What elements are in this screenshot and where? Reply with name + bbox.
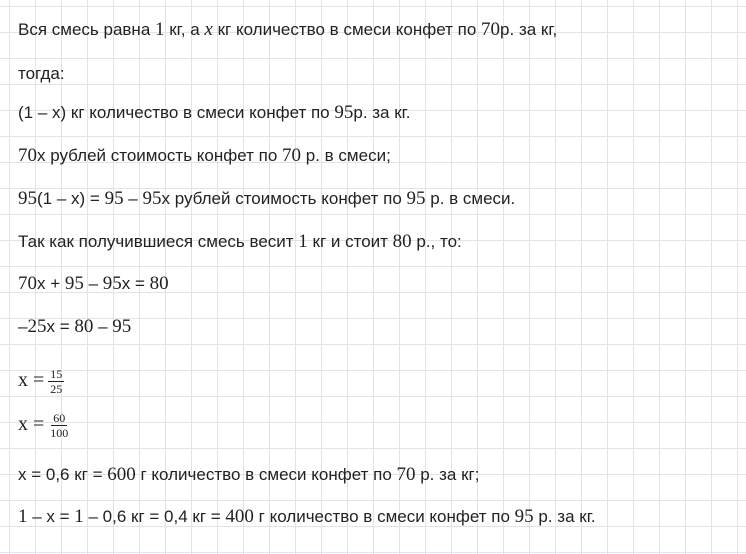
line-2	[18, 64, 65, 84]
number: 25	[27, 316, 47, 337]
denominator: 100	[50, 426, 69, 440]
number: 70	[396, 464, 416, 485]
fraction	[48, 368, 64, 395]
number: 95	[406, 188, 426, 209]
text: – x =	[27, 507, 75, 526]
number: 1	[74, 506, 84, 527]
number: 95	[104, 188, 124, 209]
number: 95	[334, 102, 354, 123]
text: г количество в смеси конфет по	[135, 465, 397, 484]
number: 70	[18, 273, 37, 294]
text: кг и стоит	[307, 232, 393, 251]
denominator: 25	[50, 382, 63, 396]
numerator: 60	[53, 411, 66, 425]
number: 80	[392, 231, 412, 252]
text: кг количество в смеси конфет по	[212, 20, 482, 39]
text: Вся смесь равна	[18, 20, 155, 39]
text: x =	[46, 317, 75, 336]
number: 1	[298, 231, 308, 252]
number: 95	[112, 316, 132, 337]
text: г количество в смеси конфет по	[253, 507, 515, 526]
text: р. за кг;	[415, 465, 480, 484]
line-4	[18, 145, 391, 167]
text: Так как получившиеся смесь весит	[18, 232, 299, 251]
text: –	[123, 189, 143, 208]
text: тогда:	[18, 64, 65, 83]
number: 95	[18, 188, 37, 209]
number: 70	[282, 145, 302, 166]
lhs: x =	[18, 412, 45, 435]
number: 1	[18, 506, 28, 527]
number: 70	[481, 19, 501, 40]
text: x =	[121, 274, 150, 293]
line-9	[18, 464, 479, 486]
number: 95	[64, 273, 84, 294]
line-5	[18, 188, 515, 210]
line-10	[18, 506, 596, 528]
number: 95	[142, 188, 162, 209]
fraction-line-1	[18, 368, 64, 395]
line-1	[18, 19, 557, 41]
variable: x	[204, 19, 213, 40]
number: 70	[18, 145, 37, 166]
text: – 0,6 кг = 0,4 кг =	[83, 507, 226, 526]
text: –	[18, 317, 28, 336]
fraction-line-2	[18, 412, 70, 439]
text: р., то:	[411, 232, 462, 251]
number: 400	[225, 506, 254, 527]
number: 95	[102, 273, 122, 294]
line-3	[18, 102, 411, 124]
text: кг, а	[164, 20, 205, 39]
number: 600	[107, 464, 136, 485]
fraction	[48, 412, 70, 439]
text: x = 0,6 кг =	[18, 465, 108, 484]
text: р. за кг.	[353, 103, 411, 122]
text: x +	[37, 274, 65, 293]
numerator: 15	[50, 367, 63, 381]
text: –	[93, 317, 113, 336]
lhs: x =	[18, 368, 45, 391]
text: (1 – x) кг количество в смеси конфет по	[18, 103, 335, 122]
line-8	[18, 316, 131, 338]
line-7	[18, 273, 169, 295]
text: (1 – x) =	[37, 189, 105, 208]
text: x рублей стоимость конфет по	[37, 146, 283, 165]
number: 80	[74, 316, 94, 337]
number: 80	[149, 273, 169, 294]
text: р. за кг.	[533, 507, 596, 526]
text: x рублей стоимость конфет по	[161, 189, 407, 208]
text: р. в смеси.	[425, 189, 516, 208]
text: р. в смеси;	[301, 146, 391, 165]
line-6	[18, 231, 462, 253]
text: –	[83, 274, 103, 293]
text: р. за кг,	[500, 20, 558, 39]
number: 1	[155, 19, 165, 40]
number: 95	[514, 506, 534, 527]
